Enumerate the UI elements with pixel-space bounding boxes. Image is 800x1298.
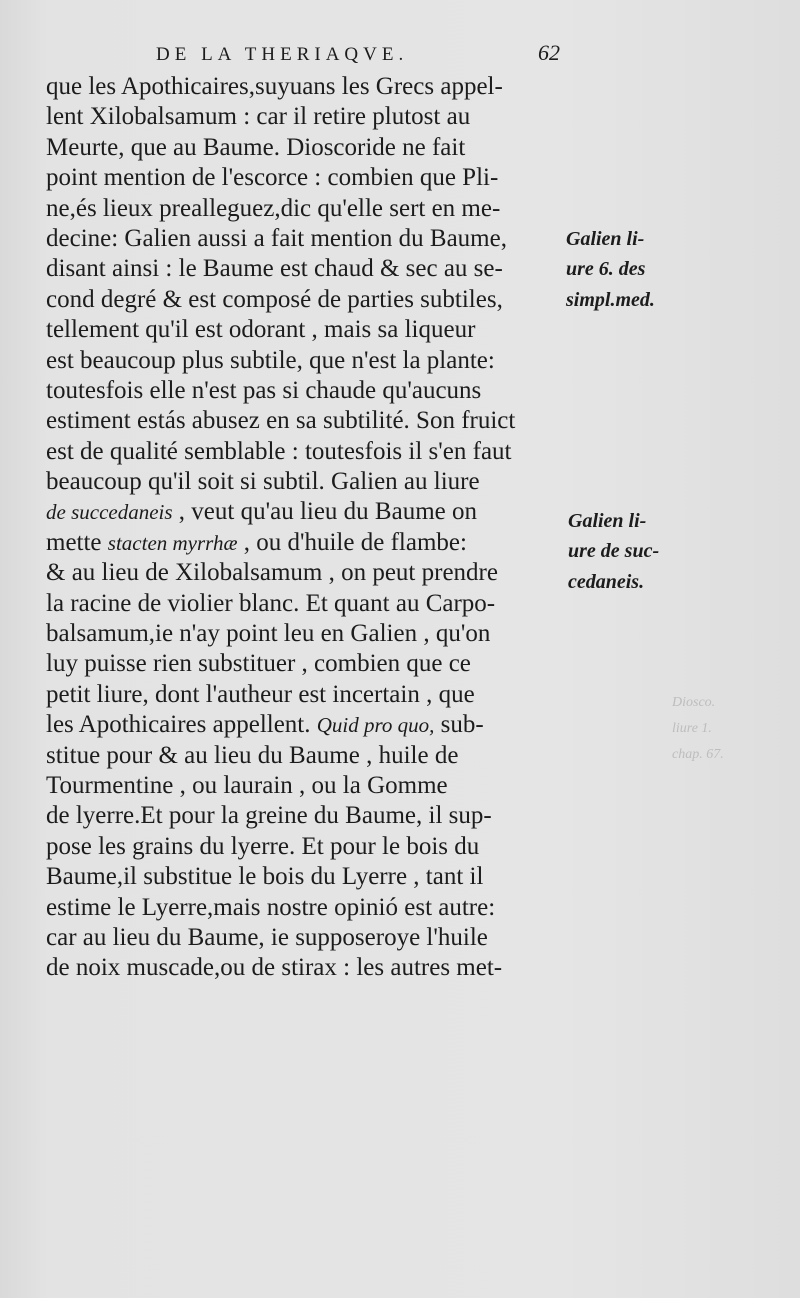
text-run: que les Apothicaires,suyuans les Grecs appel- [46,73,503,100]
text-run: les Apothicaires appellent. [46,711,317,739]
text-run: Meurte, que au Baume. Dioscoride ne fait [46,133,466,161]
text-run: est de qualité semblable : toutesfois il s'en faut [46,437,512,465]
text-run: , veut qu'au lieu du Baume on [172,498,477,526]
text-line [46,285,576,315]
text-line [46,680,576,710]
margin-note-line: Galien li- [568,510,647,532]
running-title: DE LA THERIAQVE. [156,44,409,65]
text-run: beaucoup qu'il soit si subtil. Galien au liure [46,468,480,496]
text-run: estime le Lyerre,mais nostre opinió est autre: [46,893,496,921]
text-line [46,133,576,163]
text-line [46,619,576,649]
text-line [46,528,576,558]
margin-note-galien-succedaneis [568,506,659,597]
text-run: est beaucoup plus subtile, que n'est la plante: [46,346,495,374]
text-line [46,224,576,254]
text-run: Baume,il substitue le bois du Lyerre , tant il [46,863,484,891]
text-line [46,376,576,406]
text-line [46,194,576,224]
margin-note-line: ure de suc- [568,540,660,563]
text-line [46,862,576,892]
text-line [46,406,576,436]
text-run: , ou d'huile de flambe: [237,528,467,556]
text-line [46,346,576,376]
text-run: sub- [434,711,484,739]
text-run: lent Xilobalsamum : car il retire plutost au [46,103,471,131]
main-text-block [46,72,576,984]
text-run: ne,és lieux prealleguez,dic qu'elle sert en me- [46,194,501,222]
italic-phrase: de succedaneis [46,500,173,525]
margin-note-galien-simpl-med [566,224,655,315]
margin-note-line: cedaneis. [568,570,645,593]
text-run: decine: Galien aussi a fait mention du Baume, [46,224,507,252]
text-run: disant ainsi : le Baume est chaud & sec au se- [46,255,503,283]
text-run: toutesfois elle n'est pas si chaude qu'aucuns [46,376,482,404]
margin-note-line: simpl.med. [566,288,655,311]
text-run: balsamum,ie n'ay point leu en Galien , qu'on [46,620,491,648]
text-line [46,72,576,102]
text-run: pose les grains du lyerre. Et pour le bois du [46,832,480,860]
text-run: la racine de violier blanc. Et quant au Carpo- [46,589,496,617]
text-line [46,893,576,923]
text-line [46,741,576,771]
bleed-through-line: liure 1. [672,721,712,736]
text-run: & au lieu de Xilobalsamum , on peut prendre [46,559,498,587]
text-run: car au lieu du Baume, ie supposeroye l'huile [46,923,488,951]
bleed-through-line: chap. 67. [672,747,724,762]
italic-phrase: Quid pro quo, [316,713,435,738]
text-run: de lyerre.Et pour la greine du Baume, il sup- [46,802,492,830]
text-run: de noix muscade,ou de stirax : les autres met- [46,954,503,982]
text-line [46,254,576,284]
text-line [46,315,576,345]
text-line [46,953,576,983]
text-line [46,437,576,467]
text-line [46,832,576,862]
text-run: point mention de l'escorce : combien que Pli- [46,164,499,192]
text-line [46,649,576,679]
text-run: luy puisse rien substituer , combien que ce [46,650,471,678]
page-number: 62 [538,40,560,65]
text-line [46,801,576,831]
margin-note-line: ure 6. des [566,258,646,281]
text-run: petit liure, dont l'autheur est incertain , que [46,680,475,708]
text-line [46,771,576,801]
text-run: tellement qu'il est odorant , mais sa liqueur [46,316,476,344]
text-run: mette [46,528,108,556]
text-line [46,497,576,527]
bleed-through-line: Diosco. [672,695,716,710]
text-line [46,102,576,132]
text-line [46,710,576,740]
text-line [46,558,576,588]
text-line [46,163,576,193]
text-run: Tourmentine , ou laurain , ou la Gomme [46,771,448,799]
text-run: stitue pour & au lieu du Baume , huile de [46,741,459,769]
text-line [46,467,576,497]
text-run: cond degré & est composé de parties subtiles, [46,285,503,313]
text-run: estiment estás abusez en sa subtilité. Son fruict [46,407,516,435]
text-line [46,923,576,953]
margin-note-line: Galien li- [566,228,645,250]
bleed-through-text [672,690,724,768]
text-line [46,589,576,619]
italic-phrase: stacten myrrhæ [107,530,238,555]
